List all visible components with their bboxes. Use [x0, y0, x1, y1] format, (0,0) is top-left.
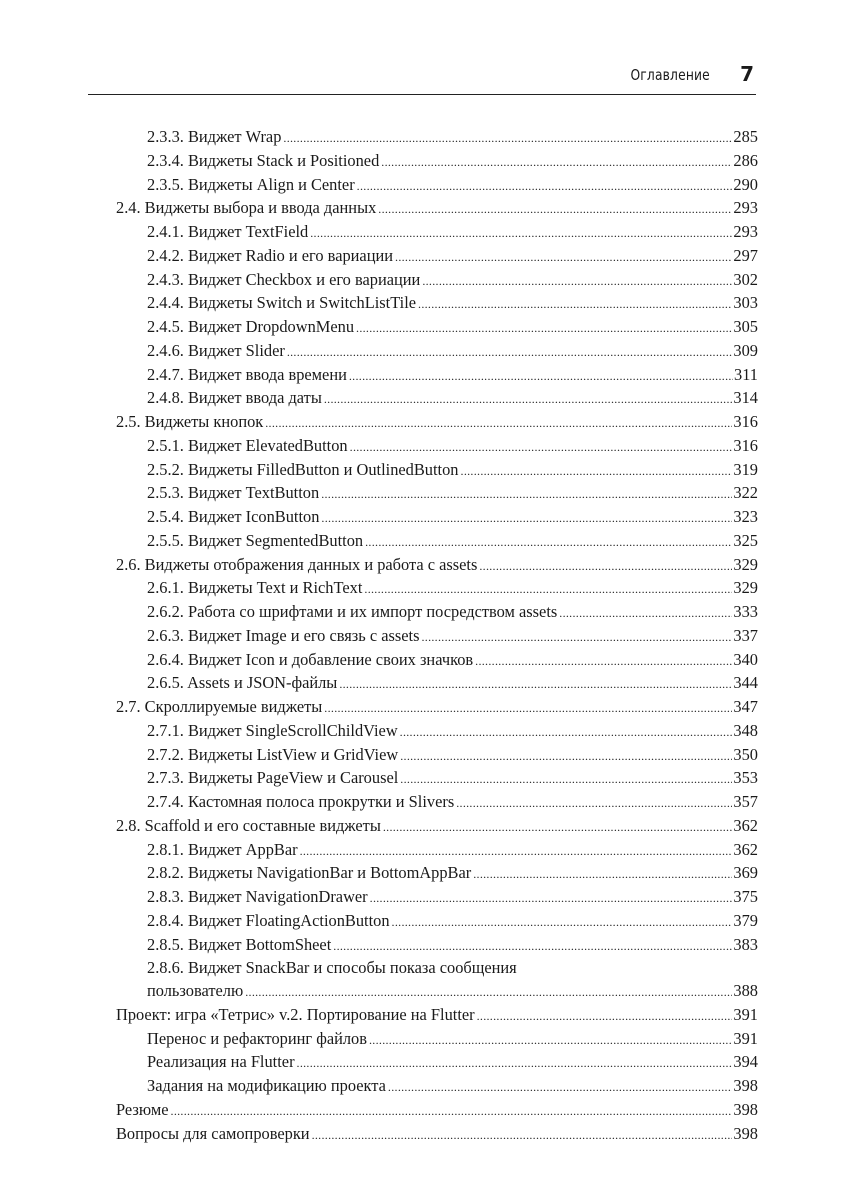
dot-leader: [477, 1004, 733, 1028]
toc-entry-page: 303: [733, 293, 758, 313]
dot-leader: [559, 601, 732, 625]
toc-entry-label: Проект: игра «Тетрис» v.2. Портирование на Flutter: [116, 1004, 475, 1024]
toc-entry-label: 2.3.3. Виджет Wrap: [147, 127, 282, 146]
toc-entry[interactable]: [116, 1099, 758, 1123]
toc-entry-label: Реализация на Flutter: [147, 1052, 295, 1072]
toc-entry-label: 2.8.5. Виджет BottomSheet: [147, 934, 332, 954]
toc-entry[interactable]: [116, 221, 758, 245]
toc-entry[interactable]: [116, 625, 758, 649]
dot-leader: [392, 910, 733, 934]
toc-entry[interactable]: [116, 1051, 758, 1075]
dot-leader: [357, 174, 733, 198]
toc-entry-page: 333: [733, 602, 758, 621]
toc-entry[interactable]: [116, 767, 758, 791]
dot-leader: [378, 197, 732, 221]
dot-leader: [456, 791, 732, 815]
toc-entry-label: 2.7.3. Виджеты PageView и Carousel: [147, 768, 399, 788]
toc-entry-label: Перенос и рефакторинг файлов: [147, 1028, 367, 1048]
dot-leader: [422, 269, 732, 293]
toc-entry-page: 362: [733, 839, 758, 859]
toc-entry[interactable]: [116, 245, 758, 269]
toc-entry-label: 2.5.5. Виджет SegmentedButton: [147, 530, 364, 550]
toc-entry-page: 329: [733, 554, 758, 574]
toc-entry[interactable]: [116, 1123, 758, 1147]
toc-entry-label: 2.6.2. Работа со шрифтами и их импорт посредством assets: [147, 602, 558, 621]
dot-leader: [388, 1075, 732, 1099]
dot-leader: [381, 150, 732, 174]
toc-entry-page: 316: [733, 435, 758, 455]
toc-entry-label: 2.5. Виджеты кнопок: [116, 412, 264, 431]
dot-leader: [339, 672, 732, 696]
dot-leader: [365, 530, 732, 554]
toc-entry-page: 323: [733, 507, 758, 526]
toc-entry-page: 329: [733, 578, 758, 598]
toc-entry-page: 285: [733, 127, 758, 146]
running-header: [88, 62, 756, 95]
toc-entry[interactable]: [116, 1075, 758, 1099]
table-of-contents: [116, 126, 758, 1146]
toc-entry-label: 2.5.4. Виджет IconButton: [147, 507, 320, 526]
toc-entry-page: 394: [733, 1052, 758, 1072]
toc-entry[interactable]: [116, 601, 758, 625]
dot-leader: [461, 459, 733, 483]
toc-entry[interactable]: [116, 815, 758, 839]
toc-entry-page: 379: [733, 910, 758, 930]
dot-leader: [356, 316, 732, 340]
toc-entry-label: 2.3.5. Виджеты Align и Center: [147, 174, 355, 194]
toc-entry-page: 398: [733, 1123, 758, 1143]
toc-entry-page: 344: [733, 673, 758, 693]
toc-entry-page: 348: [733, 720, 758, 740]
toc-entry[interactable]: [116, 150, 758, 174]
toc-entry-title-line: 2.8.6. Виджет SnackBar и способы показа сообщения: [147, 958, 517, 978]
dot-leader: [370, 886, 733, 910]
toc-entry-label: 2.8.1. Виджет AppBar: [147, 839, 298, 859]
toc-entry-page: 322: [733, 483, 758, 503]
toc-entry[interactable]: [116, 672, 758, 696]
dot-leader: [300, 839, 733, 863]
toc-entry-label: 2.5.3. Виджет TextButton: [147, 483, 320, 503]
toc-entry-label: 2.4.4. Виджеты Switch и SwitchListTile: [147, 293, 417, 313]
toc-entry-label: 2.4.1. Виджет TextField: [147, 222, 309, 241]
toc-entry[interactable]: [116, 791, 758, 815]
dot-leader: [312, 1123, 733, 1147]
toc-entry-label: 2.6.1. Виджеты Text и RichText: [147, 578, 363, 598]
toc-entry-label: 2.5.2. Виджеты FilledButton и OutlinedButton: [147, 459, 459, 479]
dot-leader: [333, 934, 732, 958]
toc-entry[interactable]: [116, 292, 758, 316]
toc-entry[interactable]: [116, 197, 758, 221]
toc-entry[interactable]: [116, 435, 758, 459]
toc-entry-page: 314: [733, 388, 758, 408]
dot-leader: [400, 767, 732, 791]
dot-leader: [297, 1051, 733, 1075]
page-number: 7: [740, 62, 754, 86]
toc-entry[interactable]: [116, 839, 758, 863]
dot-leader: [245, 980, 732, 1004]
toc-entry-page: 311: [734, 364, 758, 384]
toc-entry-page: 337: [733, 625, 758, 645]
dot-leader: [383, 815, 733, 839]
toc-entry[interactable]: [116, 980, 758, 1004]
dot-leader: [369, 1028, 732, 1052]
toc-entry-page: 383: [733, 934, 758, 954]
toc-entry-page: 290: [733, 174, 758, 194]
toc-entry-label: 2.8. Scaffold и его составные виджеты: [116, 815, 381, 835]
toc-entry-label: 2.4.6. Виджет Slider: [147, 340, 285, 360]
toc-entry-page: 293: [733, 198, 758, 218]
dot-leader: [265, 411, 732, 435]
toc-entry[interactable]: [116, 316, 758, 340]
toc-entry-page: 357: [733, 792, 758, 811]
toc-entry[interactable]: [116, 269, 758, 293]
toc-entry-label: 2.7. Скроллируемые виджеты: [116, 697, 323, 716]
toc-entry-label: 2.4.2. Виджет Radio и его вариации: [147, 245, 394, 265]
dot-leader: [400, 744, 732, 768]
dot-leader: [395, 245, 732, 269]
dot-leader: [283, 126, 732, 150]
toc-entry[interactable]: [116, 364, 758, 388]
dot-leader: [418, 292, 732, 316]
toc-entry[interactable]: [116, 387, 758, 411]
dot-leader: [324, 387, 733, 411]
toc-entry[interactable]: [116, 1028, 758, 1052]
dot-leader: [350, 435, 733, 459]
toc-entry-page: 347: [733, 697, 758, 716]
dot-leader: [400, 720, 733, 744]
toc-entry-page: 350: [733, 744, 758, 764]
toc-entry-label: Задания на модификацию проекта: [147, 1076, 386, 1095]
toc-entry-label: 2.8.3. Виджет NavigationDrawer: [147, 887, 368, 906]
toc-entry[interactable]: [116, 649, 758, 673]
toc-entry-page: 362: [733, 815, 758, 835]
toc-entry-page: 398: [733, 1076, 758, 1095]
toc-entry[interactable]: [116, 482, 758, 506]
toc-entry-page: 297: [733, 245, 758, 265]
toc-entry[interactable]: [116, 910, 758, 934]
toc-entry[interactable]: [116, 340, 758, 364]
dot-leader: [321, 506, 732, 530]
toc-entry-label: 2.8.2. Виджеты NavigationBar и BottomAppBar: [147, 863, 472, 883]
toc-entry-label: 2.7.4. Кастомная полоса прокрутки и Slivers: [147, 792, 455, 811]
toc-entry-label: 2.4.8. Виджет ввода даты: [147, 388, 322, 408]
toc-entry-label: 2.6.3. Виджет Image и его связь с assets: [147, 625, 420, 645]
toc-entry-label: 2.6.5. Assets и JSON-файлы: [147, 673, 338, 693]
toc-entry-page: 375: [733, 887, 758, 906]
toc-entry[interactable]: [116, 577, 758, 601]
toc-entry-label: 2.4.3. Виджет Checkbox и его вариации: [147, 269, 421, 289]
toc-entry[interactable]: [116, 554, 758, 578]
dot-leader: [421, 625, 732, 649]
toc-entry-label: 2.7.2. Виджеты ListView и GridView: [147, 744, 399, 764]
dot-leader: [364, 577, 732, 601]
dot-leader: [171, 1099, 733, 1123]
toc-entry-page: 316: [733, 412, 758, 431]
toc-entry[interactable]: [116, 886, 758, 910]
toc-entry-page: 398: [733, 1099, 758, 1119]
dot-leader: [287, 340, 733, 364]
toc-entry-label: Резюме: [116, 1099, 169, 1119]
toc-entry-label: 2.7.1. Виджет SingleScrollChildView: [147, 720, 398, 740]
toc-entry[interactable]: [116, 174, 758, 198]
toc-entry[interactable]: [116, 506, 758, 530]
dot-leader: [479, 554, 732, 578]
toc-entry-label: пользователю: [147, 981, 244, 1000]
dot-leader: [321, 482, 732, 506]
toc-entry-page: 309: [733, 340, 758, 360]
toc-entry-label: 2.6. Виджеты отображения данных и работа с assets: [116, 554, 478, 574]
toc-entry-page: 340: [733, 649, 758, 669]
dot-leader: [473, 862, 732, 886]
dot-leader: [475, 649, 732, 673]
toc-entry[interactable]: [116, 720, 758, 744]
toc-entry[interactable]: [116, 411, 758, 435]
toc-entry-page: 391: [733, 1004, 758, 1024]
dot-leader: [324, 696, 732, 720]
toc-entry-page: 388: [733, 981, 758, 1000]
toc-entry-page: 305: [733, 317, 758, 336]
toc-entry-page: 302: [733, 269, 758, 289]
dot-leader: [310, 221, 732, 245]
dot-leader: [349, 364, 733, 388]
toc-entry[interactable]: [116, 934, 758, 958]
toc-entry-page: 353: [733, 768, 758, 788]
toc-entry-page: 369: [733, 863, 758, 883]
toc-entry-page: 325: [733, 530, 758, 550]
toc-entry-label: 2.4.7. Виджет ввода времени: [147, 364, 347, 384]
running-header-title: Оглавление: [630, 66, 710, 84]
toc-entry[interactable]: [116, 862, 758, 886]
toc-entry-page: 391: [733, 1028, 758, 1048]
toc-entry[interactable]: [116, 459, 758, 483]
toc-entry-page: 319: [733, 459, 758, 479]
toc-entry-label: Вопросы для самопроверки: [116, 1123, 310, 1143]
toc-entry[interactable]: [116, 744, 758, 768]
toc-entry-label: 2.4. Виджеты выбора и ввода данных: [116, 198, 377, 218]
toc-entry[interactable]: [116, 1004, 758, 1028]
toc-entry-label: 2.5.1. Виджет ElevatedButton: [147, 435, 348, 455]
toc-entry[interactable]: [116, 696, 758, 720]
toc-entry-label: 2.3.4. Виджеты Stack и Positioned: [147, 150, 380, 170]
toc-entry-label: 2.4.5. Виджет DropdownMenu: [147, 317, 355, 336]
toc-entry-page: 293: [733, 222, 758, 241]
toc-entry-page: 286: [733, 150, 758, 170]
toc-entry[interactable]: [116, 530, 758, 554]
toc-entry-label: 2.6.4. Виджет Icon и добавление своих значков: [147, 649, 474, 669]
toc-entry[interactable]: [116, 126, 758, 150]
toc-entry-label: 2.8.4. Виджет FloatingActionButton: [147, 910, 390, 930]
